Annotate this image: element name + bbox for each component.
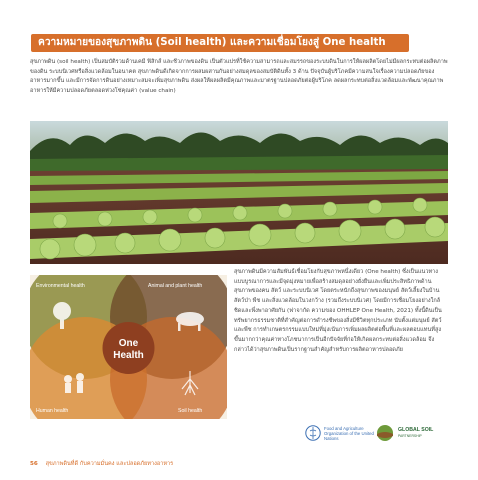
- one-health-paragraph: สุขภาพดินมีความสัมพันธ์เชื่อมโยงกับสุขภาพหนึ่งเดียว (One health) ซึ่งเป็นแนวทางแบบบูรณาการและมีจุดมุ่งหมายเพื่อสร้างสมดุลอย่างยั่งยืนและเพิ่มประสิทธิภาพด้านสุขภาพของคน สัตว์ และระบบนิเวศ โดยตระหนักถึงสุขภาพของมนุษย์ สัตว์เลี้ยงในบ้าน สัตว์ป่า พืช และสิ่งแวดล้อมในวงกว้าง (รวมถึงระบบนิเวศ) โดยมีการเชื่อมโยงอย่างใกล้ชิดและพึ่งพาอาศัยกัน (ฟาจากัด ความของ OHHLEP One Health, 2021) ทั้งนี้ดินเป็นทรัพยากรธรรมชาติที่สำคัญต่อการดำรงชีพของสิ่งมีชีวิตทุกประเภท นับตั้งแต่มนุษย์ สัตว์ และพืช การทำเกษตรกรรมแบบใหม่ที่มุ่งเน้นการเพิ่มผลผลิตต่อพื้นที่และผลตอบแทนที่สูงขึ้นมากกว่าคุณค่าทางโภชนาการเป็นอีกปัจจัยที่ก่อให้เกิดผลกระทบต่อสิ่งแวดล้อม จึงกล่าวได้ว่าสุขภาพดินเป็นรากฐานสำคัญสำหรับการผลิตอาหารปลอดภัย: [234, 269, 442, 353]
- page-footer: [30, 460, 173, 468]
- page-title: ความหมายของสุขภาพดิน (Soil health) และความเชื่อมโยงสู่ One health: [38, 37, 386, 48]
- footer-text: สุขภาพดินที่ดี กับความมั่นคง และปลอดภัยทางอาหาร: [45, 461, 174, 467]
- fao-logo-text: Food and Agriculture Organization of the United Nations: [324, 426, 374, 441]
- venn-label-soil: Soil health: [178, 408, 203, 414]
- venn-label-environmental: Environmental health: [36, 283, 85, 289]
- intro-paragraph: สุขภาพดิน (soil health) เป็นสมบัติรวมด้านเคมี ฟิสิกส์ และชีวภาพของดิน เป็นตัวแปรที่ใช้ความสามารถและสมรรถของระบบดินในการให้ผลผลิตโดยไม่มีผลกระทบต่อผลิตภาพของดิน ระบบนิเวศหรือสิ่งแวดล้อมในอนาคต สุขภาพดินดีเกิดจากการผสมผสานกันอย่างสมดุลของสมบัติดินทั้ง 3 ด้าน ปัจจุบันผู้บริโภคมีความสนใจเรื่องความปลอดภัยของอาหารมากขึ้น และมีการจัดการดินอย่างเหมาะสมจะเพิ่มสุขภาพดิน ส่งผลให้ผลผลิตมีคุณภาพและมาตรฐานปลอดภัยต่อผู้บริโภค ลดผลกระทบต่อสิ่งแวดล้อมและพัฒนาคุณภาพอาหารให้มีความปลอดภัยตลอดห่วงโซ่คุณค่า (value chain): [30, 59, 448, 95]
- gsp-logo-line2: PARTNERSHIP: [398, 434, 422, 438]
- venn-center-health: Health: [113, 350, 144, 361]
- lettuce-field-photo: [30, 121, 448, 264]
- page-number: 56: [30, 461, 38, 467]
- one-health-venn-diagram: [30, 275, 227, 419]
- venn-label-human: Human health: [36, 408, 69, 414]
- fao-logo: [305, 423, 373, 443]
- venn-center-one: One: [118, 338, 139, 349]
- venn-label-animal-plant: Animal and plant health: [148, 283, 203, 289]
- global-soil-partnership-logo: [376, 423, 448, 443]
- title-banner: [31, 34, 409, 52]
- gsp-logo-line1: GLOBAL SOIL: [398, 427, 434, 433]
